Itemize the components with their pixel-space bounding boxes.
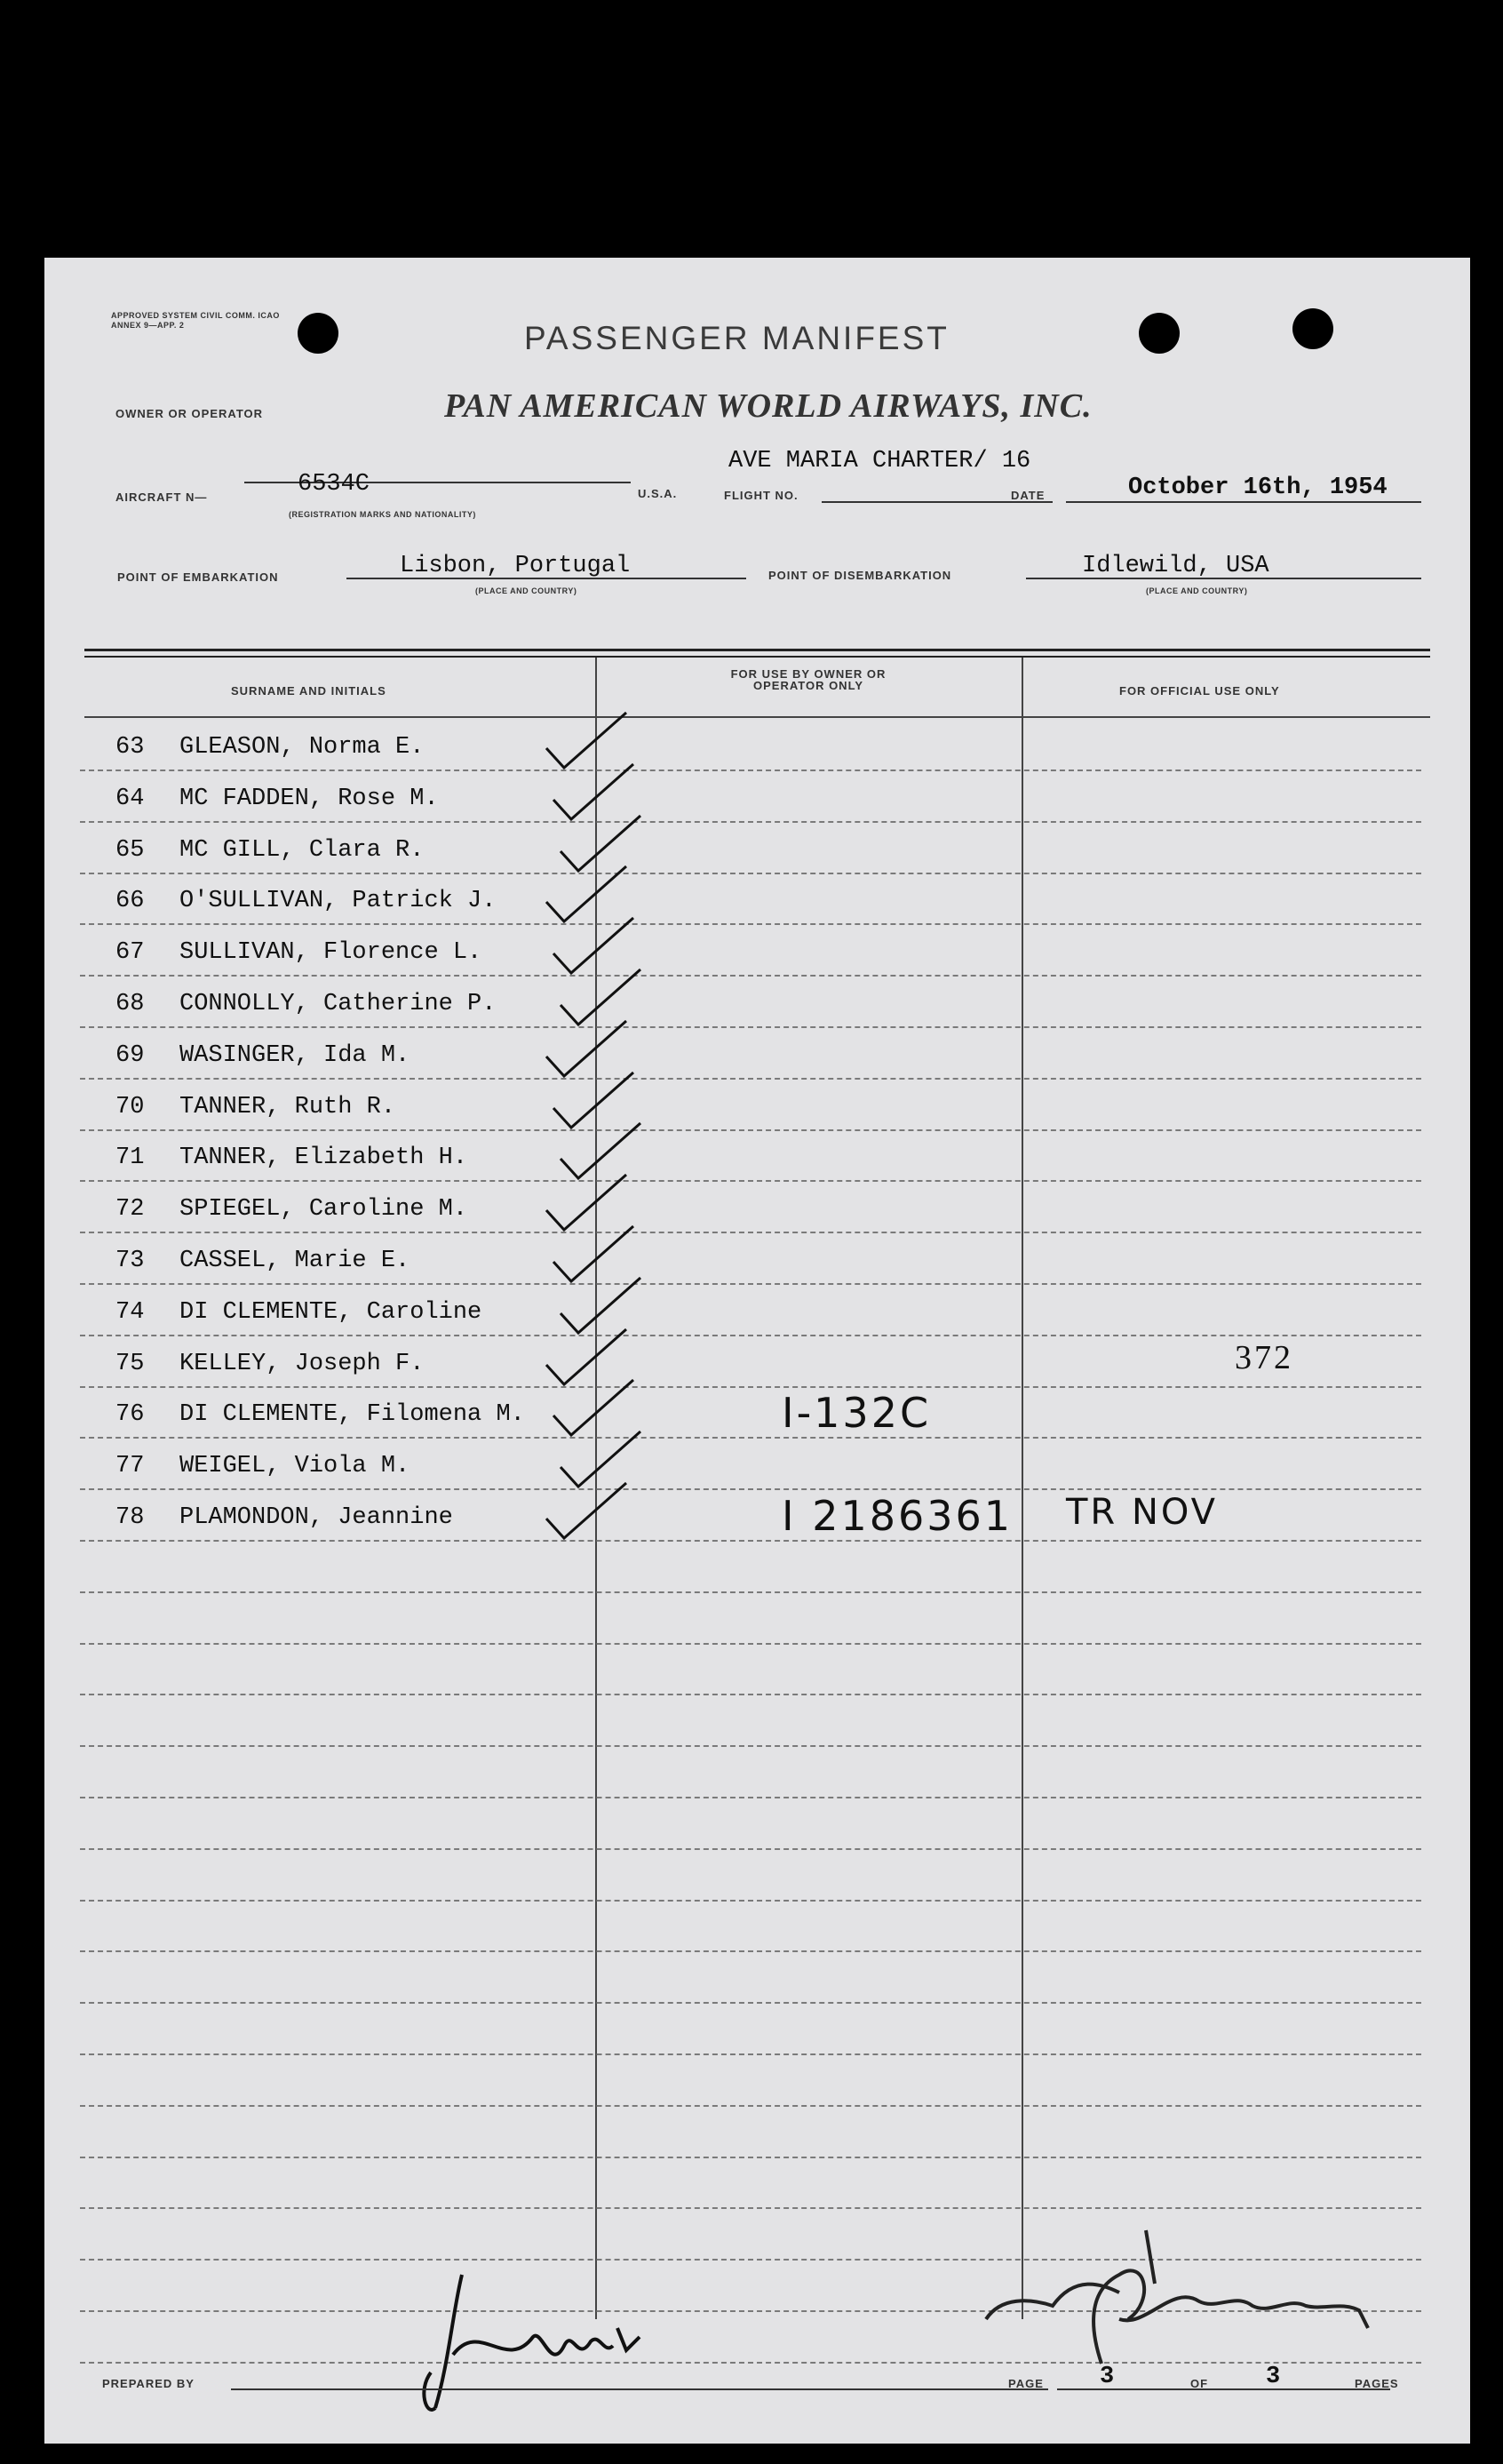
passenger-row [80,977,1421,1028]
passenger-name: SPIEGEL, Caroline M. [179,1196,468,1224]
passenger-row [80,1028,1421,1080]
blank-row [80,2004,1421,2055]
official-signature [968,2221,1412,2399]
owner-label: OWNER OR OPERATOR [115,407,264,420]
passenger-number: 67 [115,939,145,967]
aircraft-label: AIRCRAFT N— [115,490,208,504]
passenger-name: PLAMONDON, Jeannine [179,1504,453,1531]
blank-row [80,2107,1421,2158]
passenger-row [80,873,1421,925]
passenger-name: MC FADDEN, Rose M. [179,785,439,812]
passenger-name: MC GILL, Clara R. [179,836,425,864]
form-title: PASSENGER MANIFEST [524,320,950,356]
passenger-row [80,1336,1421,1388]
prepared-by-signature [400,2266,693,2426]
disembarkation-label: POINT OF DISEMBARKATION [768,569,952,582]
passenger-number: 64 [115,785,145,812]
passenger-row [80,823,1421,874]
blank-row [80,1798,1421,1850]
passenger-number: 72 [115,1196,145,1224]
of-label: OF [1190,2377,1209,2390]
embarkation-sublabel: (PLACE AND COUNTRY) [475,586,577,595]
passenger-row [80,1490,1421,1542]
usa-label: U.S.A. [638,487,678,500]
blank-row [80,1901,1421,1952]
passenger-number: 74 [115,1298,145,1326]
passenger-name: SULLIVAN, Florence L. [179,939,482,967]
passenger-row [80,1439,1421,1490]
blank-row [80,2157,1421,2209]
passenger-row [80,1233,1421,1285]
date-value: October 16th, 1954 [1128,474,1388,501]
date-label: DATE [1011,489,1046,502]
blank-row [80,1952,1421,2004]
passenger-row [80,1080,1421,1131]
passenger-name: TANNER, Ruth R. [179,1093,396,1120]
passenger-name: CONNOLLY, Catherine P. [179,991,497,1017]
passenger-name: WASINGER, Ida M. [179,1041,410,1069]
owner-note: I 2186361 [782,1492,1014,1540]
passenger-row [80,1387,1421,1439]
owner-note: I-132C [782,1389,932,1438]
passenger-row [80,1130,1421,1182]
passenger-row [80,1182,1421,1233]
blank-row [80,1542,1421,1593]
passenger-name: DI CLEMENTE, Filomena M. [179,1401,525,1429]
passenger-number: 68 [115,991,145,1017]
aircraft-value: 6534C [298,471,370,498]
passenger-row [80,720,1421,771]
passenger-number: 78 [115,1504,145,1531]
passenger-name: GLEASON, Norma E. [179,734,425,761]
blank-row [80,1747,1421,1798]
passenger-number: 73 [115,1248,145,1274]
col-header-official: FOR OFFICIAL USE ONLY [1119,684,1280,698]
col-header-surname: SURNAME AND INITIALS [231,684,386,698]
passenger-number: 71 [115,1144,145,1172]
passenger-number: 66 [115,888,145,915]
passenger-name: KELLEY, Joseph F. [179,1350,425,1377]
blank-row [80,1850,1421,1902]
punch-hole-right [1139,313,1180,354]
flight-label: FLIGHT NO. [724,489,799,502]
passenger-row [80,1285,1421,1336]
passenger-number: 65 [115,836,145,864]
col-header-owner: FOR USE BY OWNER OR OPERATOR ONLY [730,667,887,692]
passenger-name: CASSEL, Marie E. [179,1248,410,1274]
passenger-row [80,925,1421,977]
passenger-number: 69 [115,1041,145,1069]
passenger-number: 77 [115,1453,145,1480]
official-note: 372 [1235,1338,1293,1376]
flight-value: AVE MARIA CHARTER/ 16 [728,448,1031,474]
official-note: TR NOV [1066,1492,1219,1533]
blank-row [80,1695,1421,1747]
disembarkation-value: Idlewild, USA [1082,553,1269,579]
embarkation-value: Lisbon, Portugal [400,553,631,579]
page-label: PAGE [1008,2377,1044,2390]
passenger-name: DI CLEMENTE, Caroline [179,1298,482,1326]
check-mark-icon [542,1476,640,1545]
prepared-by-label: PREPARED BY [102,2377,195,2390]
blank-row [80,1644,1421,1695]
passenger-row [80,771,1421,823]
approval-note: APPROVED SYSTEM CIVIL COMM. ICAO ANNEX 9—APP. 2 [111,311,280,330]
airline-name: PAN AMERICAN WORLD AIRWAYS, INC. [444,387,1093,425]
passenger-name: WEIGEL, Viola M. [179,1453,410,1480]
passenger-number: 75 [115,1350,145,1377]
embarkation-label: POINT OF EMBARKATION [117,570,279,584]
total-pages: 3 [1266,2364,1281,2390]
blank-row [80,2055,1421,2107]
disembarkation-sublabel: (PLACE AND COUNTRY) [1146,586,1248,595]
aircraft-sublabel: (REGISTRATION MARKS AND NATIONALITY) [289,510,476,519]
passenger-name: TANNER, Elizabeth H. [179,1144,468,1172]
page-number: 3 [1100,2364,1115,2390]
punch-hole-left [298,313,338,354]
passenger-name: O'SULLIVAN, Patrick J. [179,888,497,915]
passenger-number: 63 [115,734,145,761]
manifest-sheet [44,258,1470,2444]
blank-row [80,1593,1421,1645]
pages-label: PAGES [1355,2377,1399,2390]
passenger-number: 70 [115,1093,145,1120]
passenger-number: 76 [115,1401,145,1429]
punch-hole-right-2 [1292,308,1333,349]
